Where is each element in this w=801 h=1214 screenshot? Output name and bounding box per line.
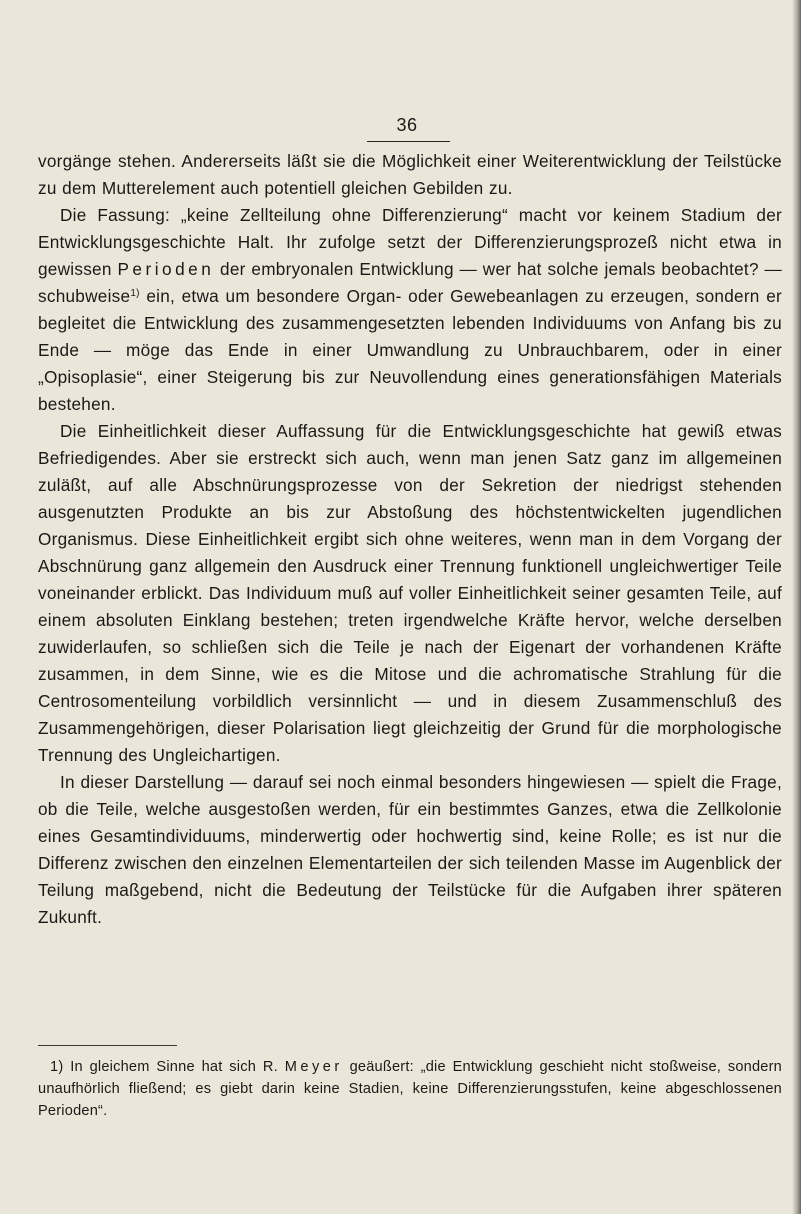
text-run: der embryonalen Entwicklung — wer hat solche jemals beobachtet? — schubweise [38, 259, 782, 306]
text-run: Die Fassung: „keine Zellteilung ohne Differenzierung“ macht vor keinem Stadium der Entwicklungsgeschichte Halt. Ihr zufolge setzt der Differenzierungsprozeß nicht etwa in gewissen [38, 205, 782, 279]
text-run: Die Einheitlichkeit dieser Auffassung für die Entwicklungsgeschichte hat gewiß etwas Befriedigendes. Aber sie erstreckt sich auch, wenn man jenen Satz ganz im allgemeinen zuläßt, auf alle Abschnürungsprozesse von der Sekretion der niedrigst stehenden ausgenutzten Produkte an bis zur Abstoßung des höchstentwickelten jugendlichen Organismus. Diese Einheitlichkeit ergibt sich ohne weiteres, wenn man in dem Vorgang der Abschnürung ganz allgemein den Ausdruck einer Trennung funktionell ungleichwertiger Teile voneinander erblickt. Das Individuum muß auf voller Einheitlichkeit seiner gesamten Teile, auf einem absoluten Einklang bestehen; treten irgendwelche Kräfte hervor, welche derselben zuwiderlaufen, so schließen sich die Teile je nach der Eigenart der vorhandenen Kräfte zusammen, in dem Sinne, wie es die Mitose und die achromatische Strahlung für die Centrosomenteilung vorbildlich versinnlicht — und in diesem Zusammenschluß des Zusammengehörigen, dieser Polarisation liegt gleichzeitig der Grund für die morphologische Trennung des Ungleichartigen. [38, 421, 782, 765]
page-edge-shadow [792, 0, 801, 1214]
footnote-divider [38, 1045, 177, 1046]
page-number: 36 [396, 115, 418, 135]
paragraph [38, 769, 782, 931]
paragraph [38, 418, 782, 769]
footnote-marker: 1) [130, 288, 140, 299]
spaced-emphasis-text: Meyer [284, 1059, 343, 1075]
text-run: 1) In gleichem Sinne hat sich R. [50, 1059, 285, 1075]
body-text [38, 148, 782, 931]
footnotes [38, 1056, 782, 1122]
text-run: ein, etwa um besondere Organ- oder Gewebeanlagen zu erzeugen, sondern er begleitet die Entwicklung des zusammengesetzten lebenden Individuums von Anfang bis zu Ende — möge das Ende in einer Umwandlung zu Unbrauchbarem, oder in einer „Opisoplasie“, einer Steigerung bis zur Neuvollendung eines generationsfähigen Materials bestehen. [38, 286, 782, 414]
text-run: vorgänge stehen. Andererseits läßt sie die Möglichkeit einer Weiterentwicklung der Teilstücke zu dem Mutterelement auch potentiell gleichen Gebilden zu. [38, 151, 782, 198]
paragraph [38, 148, 782, 202]
footnote [38, 1056, 782, 1122]
spaced-emphasis-text: Perioden [117, 259, 215, 279]
page-number-rule [367, 141, 450, 142]
text-run: geäußert: „die Entwicklung geschieht nicht stoßweise, sondern unaufhörlich fließend; es giebt darin keine Stadien, keine Differenzierungsstufen, keine abgeschlossenen Perioden“. [38, 1059, 782, 1119]
paragraph [38, 202, 782, 418]
text-run: In dieser Darstellung — darauf sei noch einmal besonders hingewiesen — spielt die Frage, ob die Teile, welche ausgestoßen werden, für ein bestimmtes Ganzes, etwa die Zellkolonie eines Gesamtindividuums, minderwertig oder hochwertig sind, keine Rolle; es ist nur die Differenz zwischen den einzelnen Elementarteilen der sich teilenden Masse im Augenblick der Teilung maßgebend, nicht die Bedeutung der Teilstücke für die Aufgaben ihrer späteren Zukunft. [38, 772, 782, 927]
